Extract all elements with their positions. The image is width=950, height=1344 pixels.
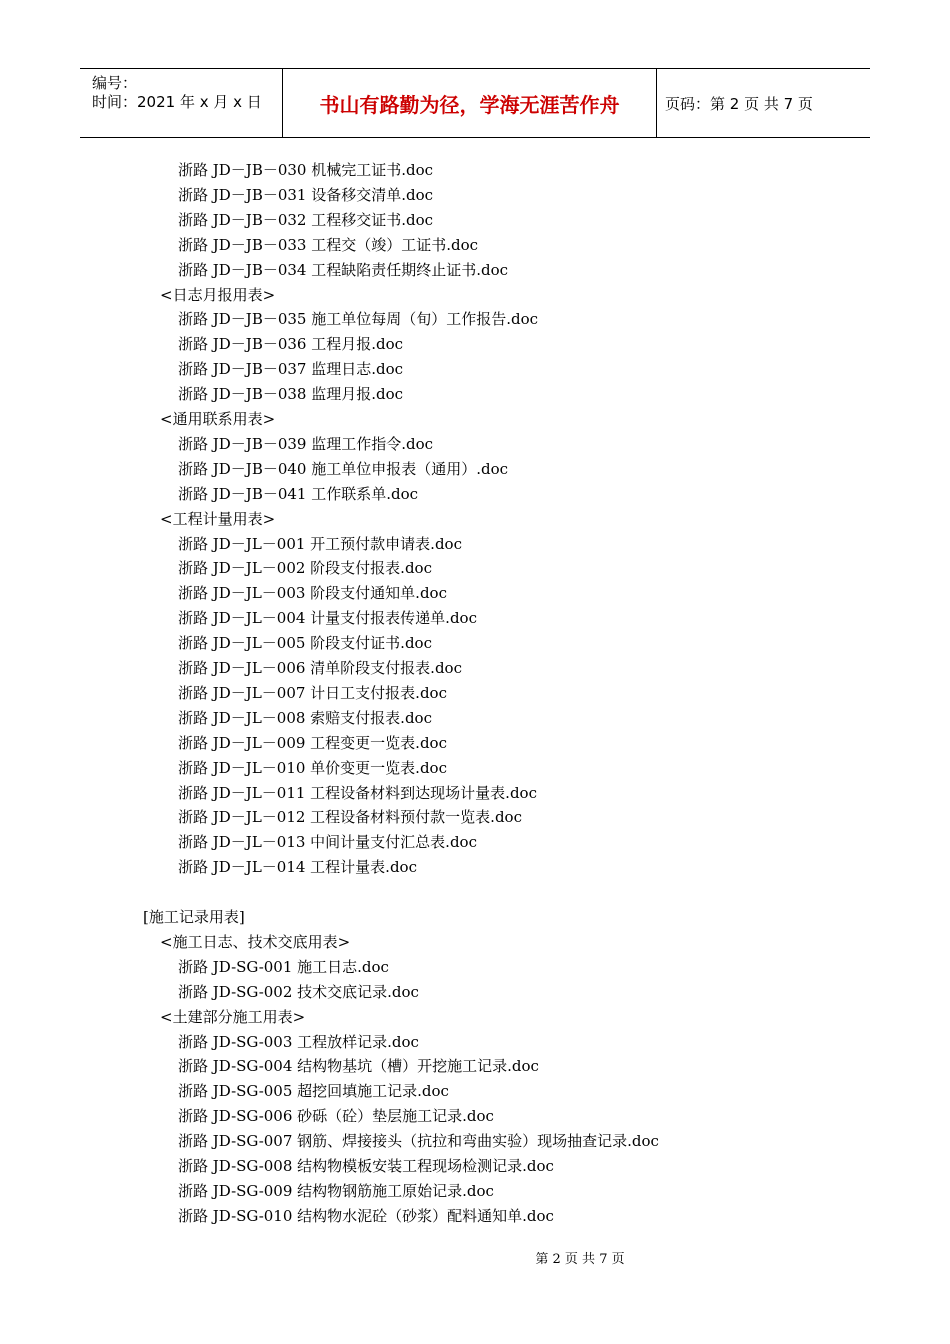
file-entry: 浙路 JD－JB－034 工程缺陷责任期终止证书.doc bbox=[178, 261, 509, 279]
file-entry: 浙路 JD-SG-002 技术交底记录.doc bbox=[178, 983, 419, 1001]
file-entry: 浙路 JD-SG-001 施工日志.doc bbox=[178, 958, 389, 976]
file-entry: 浙路 JD－JL－014 工程计量表.doc bbox=[178, 858, 417, 876]
file-entry: 浙路 JD－JL－006 清单阶段支付报表.doc bbox=[178, 659, 462, 677]
header-page-info: 页码：第 2 页 共 7 页 bbox=[665, 94, 813, 113]
file-entry: 浙路 JD-SG-006 砂砾（砼）垫层施工记录.doc bbox=[178, 1107, 494, 1125]
file-entry: 浙路 JD－JB－039 监理工作指令.doc bbox=[178, 435, 434, 453]
file-entry: 浙路 JD－JL－001 开工预付款申请表.doc bbox=[178, 535, 462, 553]
file-entry: 浙路 JD-SG-004 结构物基坑（槽）开挖施工记录.doc bbox=[178, 1057, 539, 1075]
section-heading: [施工记录用表] bbox=[143, 908, 245, 926]
file-entry: 浙路 JD-SG-008 结构物模板安装工程现场检测记录.doc bbox=[178, 1157, 554, 1175]
document-number-label: 编号： bbox=[92, 74, 138, 92]
subsection-heading: <日志月报用表> bbox=[160, 286, 276, 304]
file-entry: 浙路 JD-SG-003 工程放样记录.doc bbox=[178, 1033, 419, 1051]
subsection-heading: <土建部分施工用表> bbox=[160, 1008, 306, 1026]
file-entry: 浙路 JD－JB－038 监理月报.doc bbox=[178, 385, 404, 403]
subsection-heading: <通用联系用表> bbox=[160, 410, 276, 428]
file-entry: 浙路 JD-SG-007 钢筋、焊接接头（抗拉和弯曲实验）现场抽查记录.doc bbox=[178, 1132, 659, 1150]
file-entry: 浙路 JD-SG-009 结构物钢筋施工原始记录.doc bbox=[178, 1182, 494, 1200]
header-motto: 书山有路勤为径，学海无涯苦作舟 bbox=[319, 92, 620, 117]
subsection-heading: <工程计量用表> bbox=[160, 510, 276, 528]
file-entry: 浙路 JD－JL－009 工程变更一览表.doc bbox=[178, 734, 447, 752]
file-entry: 浙路 JD-SG-005 超挖回填施工记录.doc bbox=[178, 1082, 449, 1100]
file-entry: 浙路 JD－JL－013 中间计量支付汇总表.doc bbox=[178, 833, 477, 851]
file-entry: 浙路 JD－JL－008 索赔支付报表.doc bbox=[178, 709, 432, 727]
file-entry: 浙路 JD－JL－002 阶段支付报表.doc bbox=[178, 559, 432, 577]
file-entry: 浙路 JD－JB－035 施工单位每周（旬）工作报告.doc bbox=[178, 310, 539, 328]
document-date: 时间：2021 年 x 月 x 日 bbox=[92, 93, 262, 111]
file-entry: 浙路 JD－JL－005 阶段支付证书.doc bbox=[178, 634, 432, 652]
file-entry: 浙路 JD－JL－004 计量支付报表传递单.doc bbox=[178, 609, 477, 627]
file-entry: 浙路 JD－JL－007 计日工支付报表.doc bbox=[178, 684, 447, 702]
file-entry: 浙路 JD－JL－003 阶段支付通知单.doc bbox=[178, 584, 447, 602]
header-left-cell bbox=[80, 69, 282, 137]
header-motto-cell bbox=[282, 69, 657, 137]
header-page-cell bbox=[655, 69, 870, 137]
file-entry: 浙路 JD－JL－012 工程设备材料预付款一览表.doc bbox=[178, 808, 522, 826]
page-header bbox=[80, 68, 870, 138]
file-entry: 浙路 JD－JB－037 监理日志.doc bbox=[178, 360, 404, 378]
file-entry: 浙路 JD-SG-010 结构物水泥砼（砂浆）配料通知单.doc bbox=[178, 1207, 554, 1225]
file-entry: 浙路 JD－JB－030 机械完工证书.doc bbox=[178, 161, 434, 179]
file-entry: 浙路 JD－JL－011 工程设备材料到达现场计量表.doc bbox=[178, 784, 537, 802]
file-entry: 浙路 JD－JL－010 单价变更一览表.doc bbox=[178, 759, 447, 777]
file-entry: 浙路 JD－JB－036 工程月报.doc bbox=[178, 335, 404, 353]
subsection-heading: <施工日志、技术交底用表> bbox=[160, 933, 351, 951]
file-entry: 浙路 JD－JB－033 工程交（竣）工证书.doc bbox=[178, 236, 479, 254]
file-entry: 浙路 JD－JB－032 工程移交证书.doc bbox=[178, 211, 434, 229]
file-entry: 浙路 JD－JB－031 设备移交清单.doc bbox=[178, 186, 434, 204]
page-footer: 第 2 页 共 7 页 bbox=[535, 1252, 625, 1267]
file-entry: 浙路 JD－JB－040 施工单位申报表（通用）.doc bbox=[178, 460, 509, 478]
file-entry: 浙路 JD－JB－041 工作联系单.doc bbox=[178, 485, 419, 503]
